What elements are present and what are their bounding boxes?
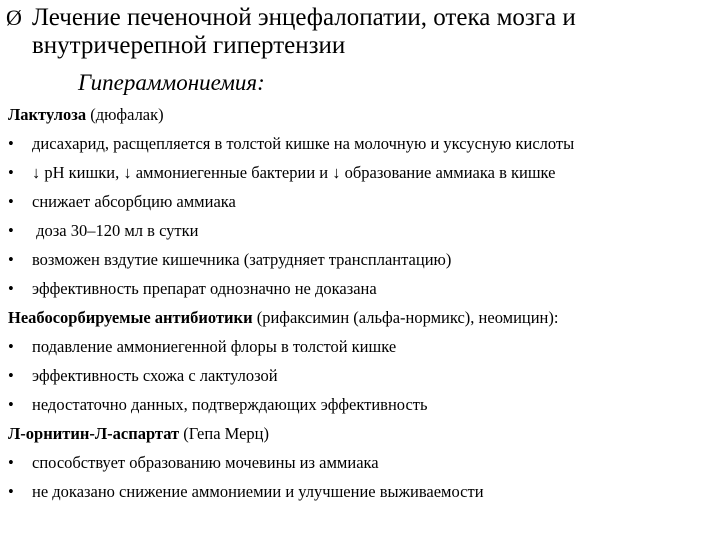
list-item-text: снижает абсорбцию аммиака [32, 192, 236, 211]
bullet-icon: • [8, 395, 14, 414]
list-item [8, 158, 708, 187]
list-item [8, 129, 708, 158]
list-item-text: подавление аммониегенной флоры в толстой кишке [32, 337, 397, 356]
subtitle: Гипераммониемия: [78, 70, 265, 95]
bullet-icon: • [8, 453, 14, 472]
list-item [8, 274, 708, 303]
list-item [8, 245, 708, 274]
list-item [8, 187, 708, 216]
list-item-text: не доказано снижение аммониемии и улучшение выживаемости [32, 482, 484, 501]
heading-rest: (рифаксимин (альфа-нормикс), неомицин): [252, 308, 559, 327]
list-item [8, 216, 708, 245]
heading-bold: Лактулоза [8, 105, 87, 124]
list-item-text: доза 30–120 мл в сутки [32, 221, 199, 240]
heading-rest: (дюфалак) [86, 105, 164, 124]
bullet-icon: • [8, 192, 14, 211]
list-item-text: ↓ рН кишки, ↓ аммониегенные бактерии и ↓ образование аммиака в кишке [32, 163, 556, 182]
list-item-text: дисахарид, расщепляется в толстой кишке на молочную и уксусную кислоты [32, 134, 575, 153]
section-heading-ornithine [8, 419, 708, 448]
list-item-text: эффективность препарат однозначно не доказана [32, 279, 377, 298]
list-item [8, 390, 708, 419]
slide-title [6, 4, 706, 60]
bullet-icon: • [8, 134, 14, 153]
slide-body [8, 100, 708, 506]
heading-bold: Л-орнитин-Л-аспартат [8, 424, 180, 443]
bullet-icon: • [8, 366, 14, 385]
list-item-text: способствует образованию мочевины из аммиака [32, 453, 379, 472]
list-item [8, 448, 708, 477]
bullet-icon: • [8, 337, 14, 356]
title-text: Лечение печеночной энцефалопатии, отека мозга и внутричерепной гипертензии [32, 4, 576, 59]
list-item [8, 477, 708, 506]
bullet-icon: • [8, 482, 14, 501]
list-item [8, 361, 708, 390]
bullet-icon: • [8, 250, 14, 269]
bullet-icon: • [8, 221, 14, 240]
list-item-text: эффективность схожа с лактулозой [32, 366, 278, 385]
heading-rest: (Гепа Мерц) [179, 424, 270, 443]
list-item [8, 332, 708, 361]
section-heading-antibiotics [8, 303, 708, 332]
arrow-bullet-icon: Ø [6, 5, 22, 30]
list-item-text: недостаточно данных, подтверждающих эффективность [32, 395, 428, 414]
bullet-icon: • [8, 163, 14, 182]
list-item-text: возможен вздутие кишечника (затрудняет трансплантацию) [32, 250, 452, 269]
bullet-icon: • [8, 279, 14, 298]
section-heading-lactulose [8, 100, 708, 129]
heading-bold: Неабосорбируемые антибиотики [8, 308, 253, 327]
